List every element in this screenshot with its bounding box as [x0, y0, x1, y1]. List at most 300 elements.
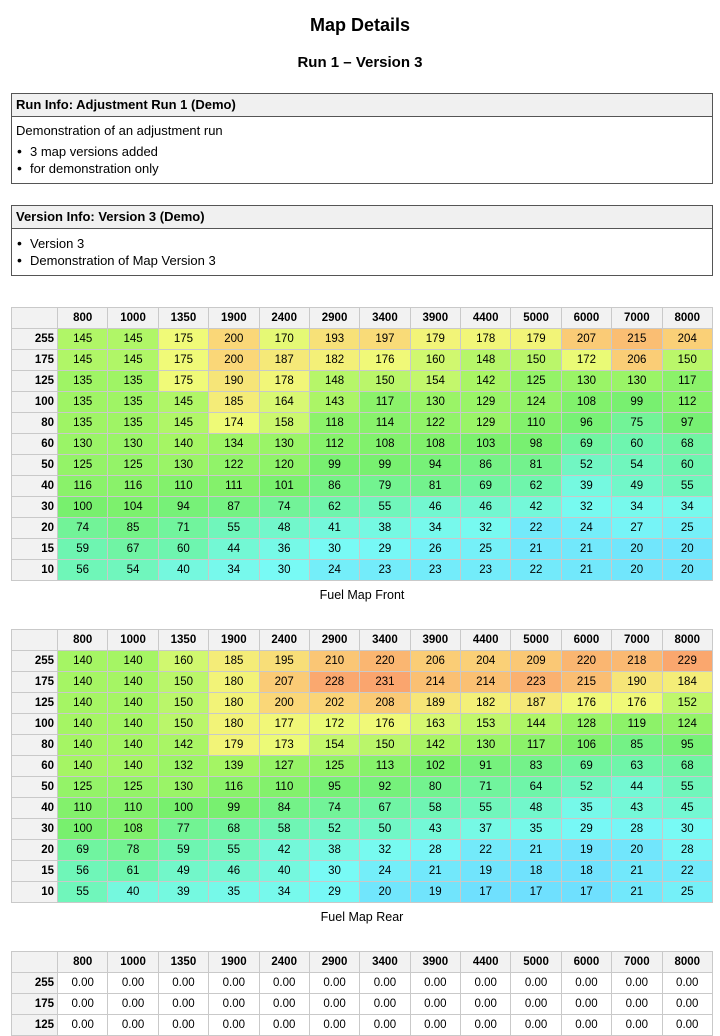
column-header: 800	[58, 630, 108, 651]
map-cell: 55	[461, 798, 511, 819]
map-cell: 140	[108, 672, 158, 693]
map-cell: 35	[511, 819, 561, 840]
table-row	[12, 798, 713, 819]
table-row	[12, 672, 713, 693]
map-cell: 0.00	[58, 994, 108, 1015]
row-header: 15	[12, 539, 58, 560]
map-cell: 130	[410, 392, 460, 413]
map-cell: 231	[360, 672, 410, 693]
row-header: 30	[12, 497, 58, 518]
map-cell: 180	[209, 693, 259, 714]
map-cell: 150	[158, 672, 208, 693]
map-cell: 110	[511, 413, 561, 434]
map-cell: 127	[259, 756, 309, 777]
map-cell: 200	[209, 329, 259, 350]
map-cell: 98	[511, 434, 561, 455]
column-header: 1000	[108, 308, 158, 329]
column-header: 800	[58, 952, 108, 973]
map-cell: 21	[511, 539, 561, 560]
map-cell: 34	[662, 497, 713, 518]
row-header: 100	[12, 392, 58, 413]
map-cell: 59	[58, 539, 108, 560]
map-cell: 209	[511, 651, 561, 672]
map-cell: 154	[309, 735, 359, 756]
map-cell: 23	[360, 560, 410, 581]
table-row	[12, 693, 713, 714]
column-header: 1000	[108, 952, 158, 973]
map-cell: 74	[259, 497, 309, 518]
map-cell: 0.00	[511, 994, 561, 1015]
corner-cell	[12, 308, 58, 329]
map-cell: 0.00	[461, 994, 511, 1015]
version-info-body	[12, 229, 712, 275]
map-cell: 117	[360, 392, 410, 413]
map-cell: 140	[58, 672, 108, 693]
map-cell: 40	[259, 861, 309, 882]
map-cell: 108	[108, 819, 158, 840]
column-header: 3400	[360, 952, 410, 973]
map-cell: 207	[259, 672, 309, 693]
map-cell: 48	[259, 518, 309, 539]
map-cell: 29	[561, 819, 611, 840]
table-row	[12, 819, 713, 840]
map-cell: 34	[209, 560, 259, 581]
row-header: 60	[12, 434, 58, 455]
map-cell: 145	[58, 350, 108, 371]
column-header: 8000	[662, 308, 713, 329]
map-cell: 0.00	[612, 1015, 662, 1036]
map-cell: 108	[561, 392, 611, 413]
map-cell: 38	[360, 518, 410, 539]
map-cell: 119	[612, 714, 662, 735]
map-cell: 77	[158, 819, 208, 840]
map-cell: 56	[58, 560, 108, 581]
map-cell: 215	[612, 329, 662, 350]
map-cell: 172	[309, 714, 359, 735]
map-cell: 164	[259, 392, 309, 413]
map-cell: 25	[662, 882, 713, 903]
fuel-map-rear	[11, 629, 713, 926]
map-cell: 150	[158, 693, 208, 714]
column-header: 5000	[511, 630, 561, 651]
map-cell: 21	[612, 861, 662, 882]
map-cell: 113	[360, 756, 410, 777]
map-cell: 17	[461, 882, 511, 903]
map-cell: 214	[410, 672, 460, 693]
map-cell: 0.00	[209, 994, 259, 1015]
map-cell: 91	[461, 756, 511, 777]
map-cell: 130	[158, 777, 208, 798]
map-cell: 140	[108, 714, 158, 735]
map-cell: 0.00	[410, 973, 460, 994]
map-cell: 153	[461, 714, 511, 735]
map-cell: 55	[209, 518, 259, 539]
map-cell: 0.00	[410, 994, 460, 1015]
row-header: 255	[12, 973, 58, 994]
map-cell: 145	[108, 350, 158, 371]
map-cell: 68	[662, 434, 713, 455]
row-header: 60	[12, 756, 58, 777]
map-cell: 0.00	[511, 1015, 561, 1036]
map-cell: 39	[561, 476, 611, 497]
map-cell: 112	[662, 392, 713, 413]
map-cell: 116	[58, 476, 108, 497]
column-header: 1900	[209, 308, 259, 329]
map-cell: 179	[410, 329, 460, 350]
map-cell: 104	[108, 497, 158, 518]
map-cell: 110	[108, 798, 158, 819]
map-cell: 122	[410, 413, 460, 434]
column-header: 2400	[259, 308, 309, 329]
fuel-map-rear-caption: Fuel Map Rear	[320, 910, 404, 924]
column-header: 6000	[561, 630, 611, 651]
map-cell: 85	[108, 518, 158, 539]
map-cell: 140	[58, 735, 108, 756]
map-cell: 0.00	[309, 994, 359, 1015]
table-row	[12, 861, 713, 882]
map-cell: 0.00	[612, 994, 662, 1015]
run-info-bullet: • 3 map versions added	[16, 143, 708, 160]
map-cell: 22	[511, 518, 561, 539]
map-cell: 43	[612, 798, 662, 819]
map-cell: 130	[58, 434, 108, 455]
map-cell: 204	[461, 651, 511, 672]
map-cell: 135	[58, 413, 108, 434]
map-cell: 142	[461, 371, 511, 392]
map-cell: 145	[158, 392, 208, 413]
map-cell: 62	[309, 497, 359, 518]
map-cell: 195	[259, 651, 309, 672]
column-header: 8000	[662, 952, 713, 973]
column-header: 3900	[410, 630, 460, 651]
map-cell: 29	[360, 539, 410, 560]
map-cell: 135	[108, 392, 158, 413]
row-header: 100	[12, 714, 58, 735]
map-cell: 0.00	[410, 1015, 460, 1036]
map-cell: 0.00	[360, 973, 410, 994]
map-cell: 108	[410, 434, 460, 455]
row-header: 15	[12, 861, 58, 882]
page-title: Map Details	[309, 15, 411, 35]
map-cell: 106	[561, 735, 611, 756]
row-header: 125	[12, 371, 58, 392]
map-cell: 178	[461, 329, 511, 350]
map-cell: 45	[662, 798, 713, 819]
map-cell: 19	[410, 882, 460, 903]
map-cell: 210	[309, 651, 359, 672]
table-row	[12, 392, 713, 413]
map-cell: 95	[662, 735, 713, 756]
map-cell: 0.00	[461, 1015, 511, 1036]
corner-cell	[12, 630, 58, 651]
map-cell: 125	[58, 455, 108, 476]
map-cell: 97	[662, 413, 713, 434]
map-cell: 0.00	[158, 973, 208, 994]
map-cell: 185	[209, 392, 259, 413]
map-cell: 20	[360, 882, 410, 903]
row-header: 50	[12, 455, 58, 476]
map-cell: 30	[662, 819, 713, 840]
map-cell: 69	[461, 476, 511, 497]
map-cell: 124	[662, 714, 713, 735]
map-cell: 187	[511, 693, 561, 714]
fuel-map-rear-table	[11, 629, 713, 903]
column-header: 7000	[612, 630, 662, 651]
map-cell: 96	[561, 413, 611, 434]
map-cell: 180	[209, 714, 259, 735]
map-cell: 193	[309, 329, 359, 350]
map-cell: 175	[158, 350, 208, 371]
map-cell: 129	[461, 413, 511, 434]
map-cell: 125	[58, 777, 108, 798]
map-cell: 220	[360, 651, 410, 672]
map-cell: 32	[360, 840, 410, 861]
column-header: 5000	[511, 308, 561, 329]
map-cell: 71	[158, 518, 208, 539]
map-cell: 95	[309, 777, 359, 798]
column-header: 2900	[309, 952, 359, 973]
map-cell: 20	[612, 539, 662, 560]
map-cell: 29	[309, 882, 359, 903]
map-cell: 140	[58, 756, 108, 777]
corner-cell	[12, 952, 58, 973]
map-cell: 99	[360, 455, 410, 476]
third-map-table	[11, 951, 713, 1036]
row-header: 50	[12, 777, 58, 798]
map-cell: 101	[259, 476, 309, 497]
map-cell: 125	[511, 371, 561, 392]
map-cell: 24	[309, 560, 359, 581]
map-cell: 68	[662, 756, 713, 777]
map-cell: 117	[511, 735, 561, 756]
run-info-title: Run Info: Adjustment Run 1 (Demo)	[12, 94, 712, 117]
map-cell: 142	[410, 735, 460, 756]
map-cell: 0.00	[259, 973, 309, 994]
map-cell: 0.00	[612, 973, 662, 994]
map-cell: 130	[612, 371, 662, 392]
map-cell: 32	[461, 518, 511, 539]
map-cell: 21	[561, 560, 611, 581]
map-cell: 0.00	[662, 1015, 713, 1036]
map-cell: 208	[360, 693, 410, 714]
map-cell: 112	[309, 434, 359, 455]
map-cell: 0.00	[108, 994, 158, 1015]
map-cell: 20	[612, 560, 662, 581]
map-cell: 59	[158, 840, 208, 861]
column-header: 1900	[209, 630, 259, 651]
row-header: 175	[12, 672, 58, 693]
map-cell: 177	[259, 714, 309, 735]
map-cell: 135	[58, 392, 108, 413]
map-cell: 117	[662, 371, 713, 392]
map-cell: 17	[561, 882, 611, 903]
map-cell: 148	[461, 350, 511, 371]
map-cell: 30	[309, 861, 359, 882]
map-cell: 182	[309, 350, 359, 371]
column-header: 3400	[360, 630, 410, 651]
column-header: 800	[58, 308, 108, 329]
map-cell: 0.00	[259, 994, 309, 1015]
row-header: 40	[12, 798, 58, 819]
column-header: 8000	[662, 630, 713, 651]
map-cell: 218	[612, 651, 662, 672]
map-cell: 150	[360, 371, 410, 392]
map-cell: 206	[410, 651, 460, 672]
map-cell: 25	[662, 518, 713, 539]
map-cell: 18	[511, 861, 561, 882]
map-cell: 0.00	[209, 973, 259, 994]
map-cell: 25	[461, 539, 511, 560]
map-cell: 23	[410, 560, 460, 581]
column-header: 3900	[410, 308, 460, 329]
map-cell: 36	[259, 539, 309, 560]
row-header: 125	[12, 693, 58, 714]
map-cell: 0.00	[259, 1015, 309, 1036]
map-cell: 84	[259, 798, 309, 819]
table-row	[12, 994, 713, 1015]
map-cell: 63	[612, 756, 662, 777]
map-cell: 94	[410, 455, 460, 476]
map-cell: 0.00	[108, 973, 158, 994]
map-cell: 22	[461, 840, 511, 861]
map-cell: 42	[259, 840, 309, 861]
map-cell: 38	[309, 840, 359, 861]
map-cell: 176	[360, 350, 410, 371]
column-header: 4400	[461, 952, 511, 973]
map-cell: 37	[461, 819, 511, 840]
map-cell: 0.00	[158, 1015, 208, 1036]
map-cell: 184	[662, 672, 713, 693]
map-cell: 0.00	[561, 994, 611, 1015]
map-cell: 24	[561, 518, 611, 539]
table-row	[12, 1015, 713, 1036]
map-cell: 0.00	[662, 973, 713, 994]
map-cell: 60	[612, 434, 662, 455]
map-cell: 58	[410, 798, 460, 819]
row-header: 255	[12, 329, 58, 350]
map-cell: 148	[309, 371, 359, 392]
map-cell: 134	[209, 434, 259, 455]
run-info-list	[16, 143, 708, 177]
map-cell: 130	[561, 371, 611, 392]
map-cell: 200	[259, 693, 309, 714]
column-header: 3900	[410, 952, 460, 973]
map-cell: 110	[158, 476, 208, 497]
map-cell: 114	[360, 413, 410, 434]
table-row	[12, 476, 713, 497]
map-cell: 108	[360, 434, 410, 455]
map-cell: 68	[209, 819, 259, 840]
map-cell: 174	[209, 413, 259, 434]
map-cell: 81	[410, 476, 460, 497]
version-info-bullet: • Demonstration of Map Version 3	[16, 252, 708, 269]
map-cell: 139	[209, 756, 259, 777]
column-header: 1350	[158, 308, 208, 329]
run-info-description: Demonstration of an adjustment run	[16, 123, 223, 138]
map-cell: 170	[259, 329, 309, 350]
map-cell: 0.00	[561, 1015, 611, 1036]
map-cell: 27	[612, 518, 662, 539]
column-header: 2400	[259, 630, 309, 651]
map-cell: 135	[58, 371, 108, 392]
map-cell: 18	[561, 861, 611, 882]
map-cell: 55	[58, 882, 108, 903]
map-cell: 21	[410, 861, 460, 882]
map-cell: 19	[461, 861, 511, 882]
map-cell: 99	[612, 392, 662, 413]
map-cell: 0.00	[511, 973, 561, 994]
map-cell: 28	[410, 840, 460, 861]
map-cell: 87	[209, 497, 259, 518]
map-cell: 172	[561, 350, 611, 371]
map-cell: 30	[309, 539, 359, 560]
column-header: 6000	[561, 308, 611, 329]
map-cell: 173	[259, 735, 309, 756]
run-info-body	[12, 117, 712, 183]
map-cell: 61	[108, 861, 158, 882]
map-cell: 79	[360, 476, 410, 497]
map-cell: 124	[511, 392, 561, 413]
map-cell: 140	[58, 714, 108, 735]
map-cell: 176	[612, 693, 662, 714]
map-cell: 86	[461, 455, 511, 476]
row-header: 125	[12, 1015, 58, 1036]
map-cell: 150	[360, 735, 410, 756]
map-cell: 197	[360, 329, 410, 350]
map-cell: 178	[259, 371, 309, 392]
map-cell: 0.00	[108, 1015, 158, 1036]
map-cell: 69	[58, 840, 108, 861]
map-cell: 125	[309, 756, 359, 777]
table-row	[12, 882, 713, 903]
map-cell: 185	[209, 651, 259, 672]
map-cell: 130	[158, 455, 208, 476]
map-cell: 150	[511, 350, 561, 371]
column-header: 6000	[561, 952, 611, 973]
column-header: 1350	[158, 952, 208, 973]
map-cell: 116	[108, 476, 158, 497]
map-cell: 223	[511, 672, 561, 693]
table-row	[12, 756, 713, 777]
map-cell: 30	[259, 560, 309, 581]
map-cell: 85	[612, 735, 662, 756]
map-cell: 140	[58, 693, 108, 714]
map-cell: 118	[309, 413, 359, 434]
map-cell: 74	[58, 518, 108, 539]
fuel-map-front	[11, 307, 713, 604]
map-cell: 182	[461, 693, 511, 714]
row-header: 175	[12, 350, 58, 371]
map-cell: 122	[209, 455, 259, 476]
map-cell: 100	[158, 798, 208, 819]
map-cell: 0.00	[58, 1015, 108, 1036]
map-cell: 56	[58, 861, 108, 882]
map-cell: 110	[259, 777, 309, 798]
column-header: 5000	[511, 952, 561, 973]
map-cell: 78	[108, 840, 158, 861]
map-cell: 189	[410, 693, 460, 714]
map-cell: 187	[259, 350, 309, 371]
map-cell: 0.00	[158, 994, 208, 1015]
map-cell: 20	[662, 560, 713, 581]
table-row	[12, 714, 713, 735]
map-cell: 32	[561, 497, 611, 518]
map-cell: 130	[461, 735, 511, 756]
map-cell: 0.00	[662, 994, 713, 1015]
page-subtitle: Run 1 – Version 3	[297, 54, 423, 71]
column-header: 1900	[209, 952, 259, 973]
column-header: 1350	[158, 630, 208, 651]
